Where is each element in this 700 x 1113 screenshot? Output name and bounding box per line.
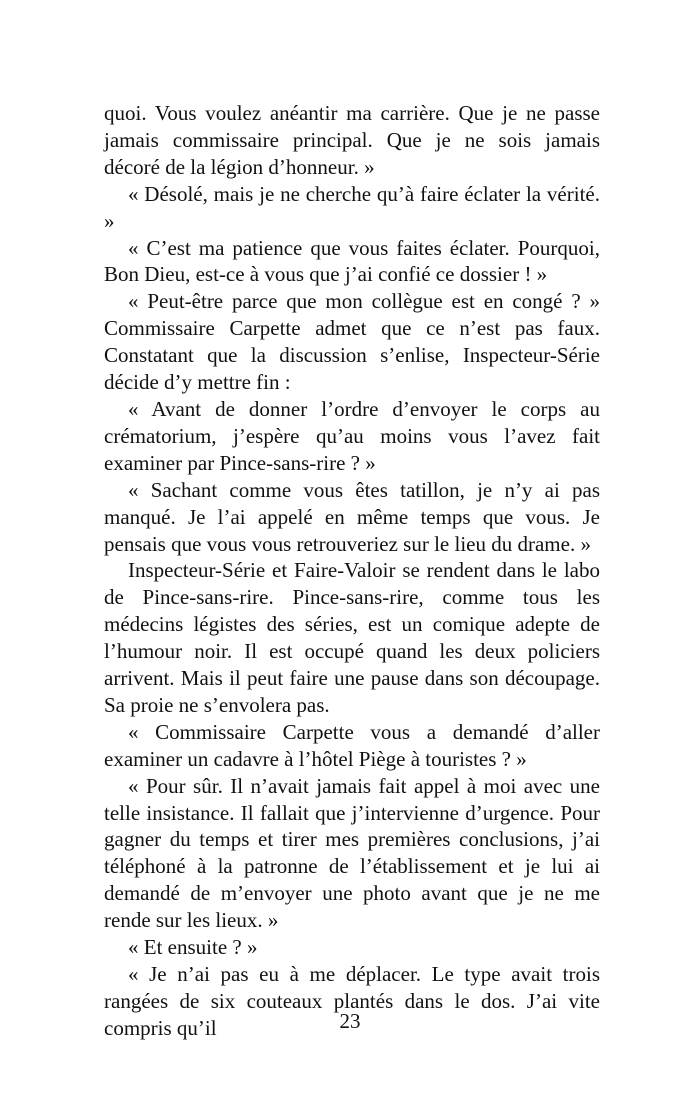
paragraph: Inspecteur-Série et Faire-Valoir se rendent dans le labo de Pince-sans-rire. Pince-sans-rire, comme tous les médecins légistes des séries, est un comique adepte de l’humour noir. Il est occupé quand les deux policiers arrivent. Mais il peut faire une pause dans son découpage. Sa proie ne s’envolera pas. — [104, 558, 600, 717]
paragraph: « Désolé, mais je ne cherche qu’à faire éclater la vérité. » — [104, 181, 600, 233]
paragraph: « Commissaire Carpette vous a demandé d’aller examiner un cadavre à l’hôtel Piège à touristes ? » — [104, 719, 600, 771]
paragraph: « Sachant comme vous êtes tatillon, je n’y ai pas manqué. Je l’ai appelé en même temps que vous. Je pensais que vous vous retrouveriez sur le lieu du drame. » — [104, 477, 600, 556]
paragraph: « Je n’ai pas eu à me déplacer. Le type avait trois rangées de six couteaux plantés dans le dos. J’ai vite compris qu’il — [104, 962, 600, 1040]
paragraph: « Avant de donner l’ordre d’envoyer le corps au crématorium, j’espère qu’au moins vous l’avez fait examiner par Pince-sans-rire ? » — [104, 396, 600, 475]
page-number: 23 — [339, 1009, 361, 1033]
paragraph: « Peut-être parce que mon collègue est en congé ? » Commissaire Carpette admet que ce n’est pas faux. Constatant que la discussion s’enlise, Inspecteur-Série décide d’y mettre fin : — [104, 289, 600, 395]
paragraph: quoi. Vous voulez anéantir ma carrière. Que je ne passe jamais commissaire principal. Que je ne sois jamais décoré de la légion d’honneur. » — [104, 101, 600, 179]
paragraph: « Et ensuite ? » — [128, 935, 258, 960]
paragraph: « Pour sûr. Il n’avait jamais fait appel à moi avec une telle insistance. Il fallait que j’intervienne d’urgence. Pour gagner du temps et tirer mes premières conclusions, j’ai téléphoné à la patronne de l’établissement et je lui ai demandé de m’envoyer une photo avant que je ne me rende sur les lieux. » — [104, 773, 600, 933]
page-body — [104, 100, 600, 1042]
paragraph: « C’est ma patience que vous faites éclater. Pourquoi, Bon Dieu, est-ce à vous que j’ai confié ce dossier ! » — [104, 235, 600, 287]
